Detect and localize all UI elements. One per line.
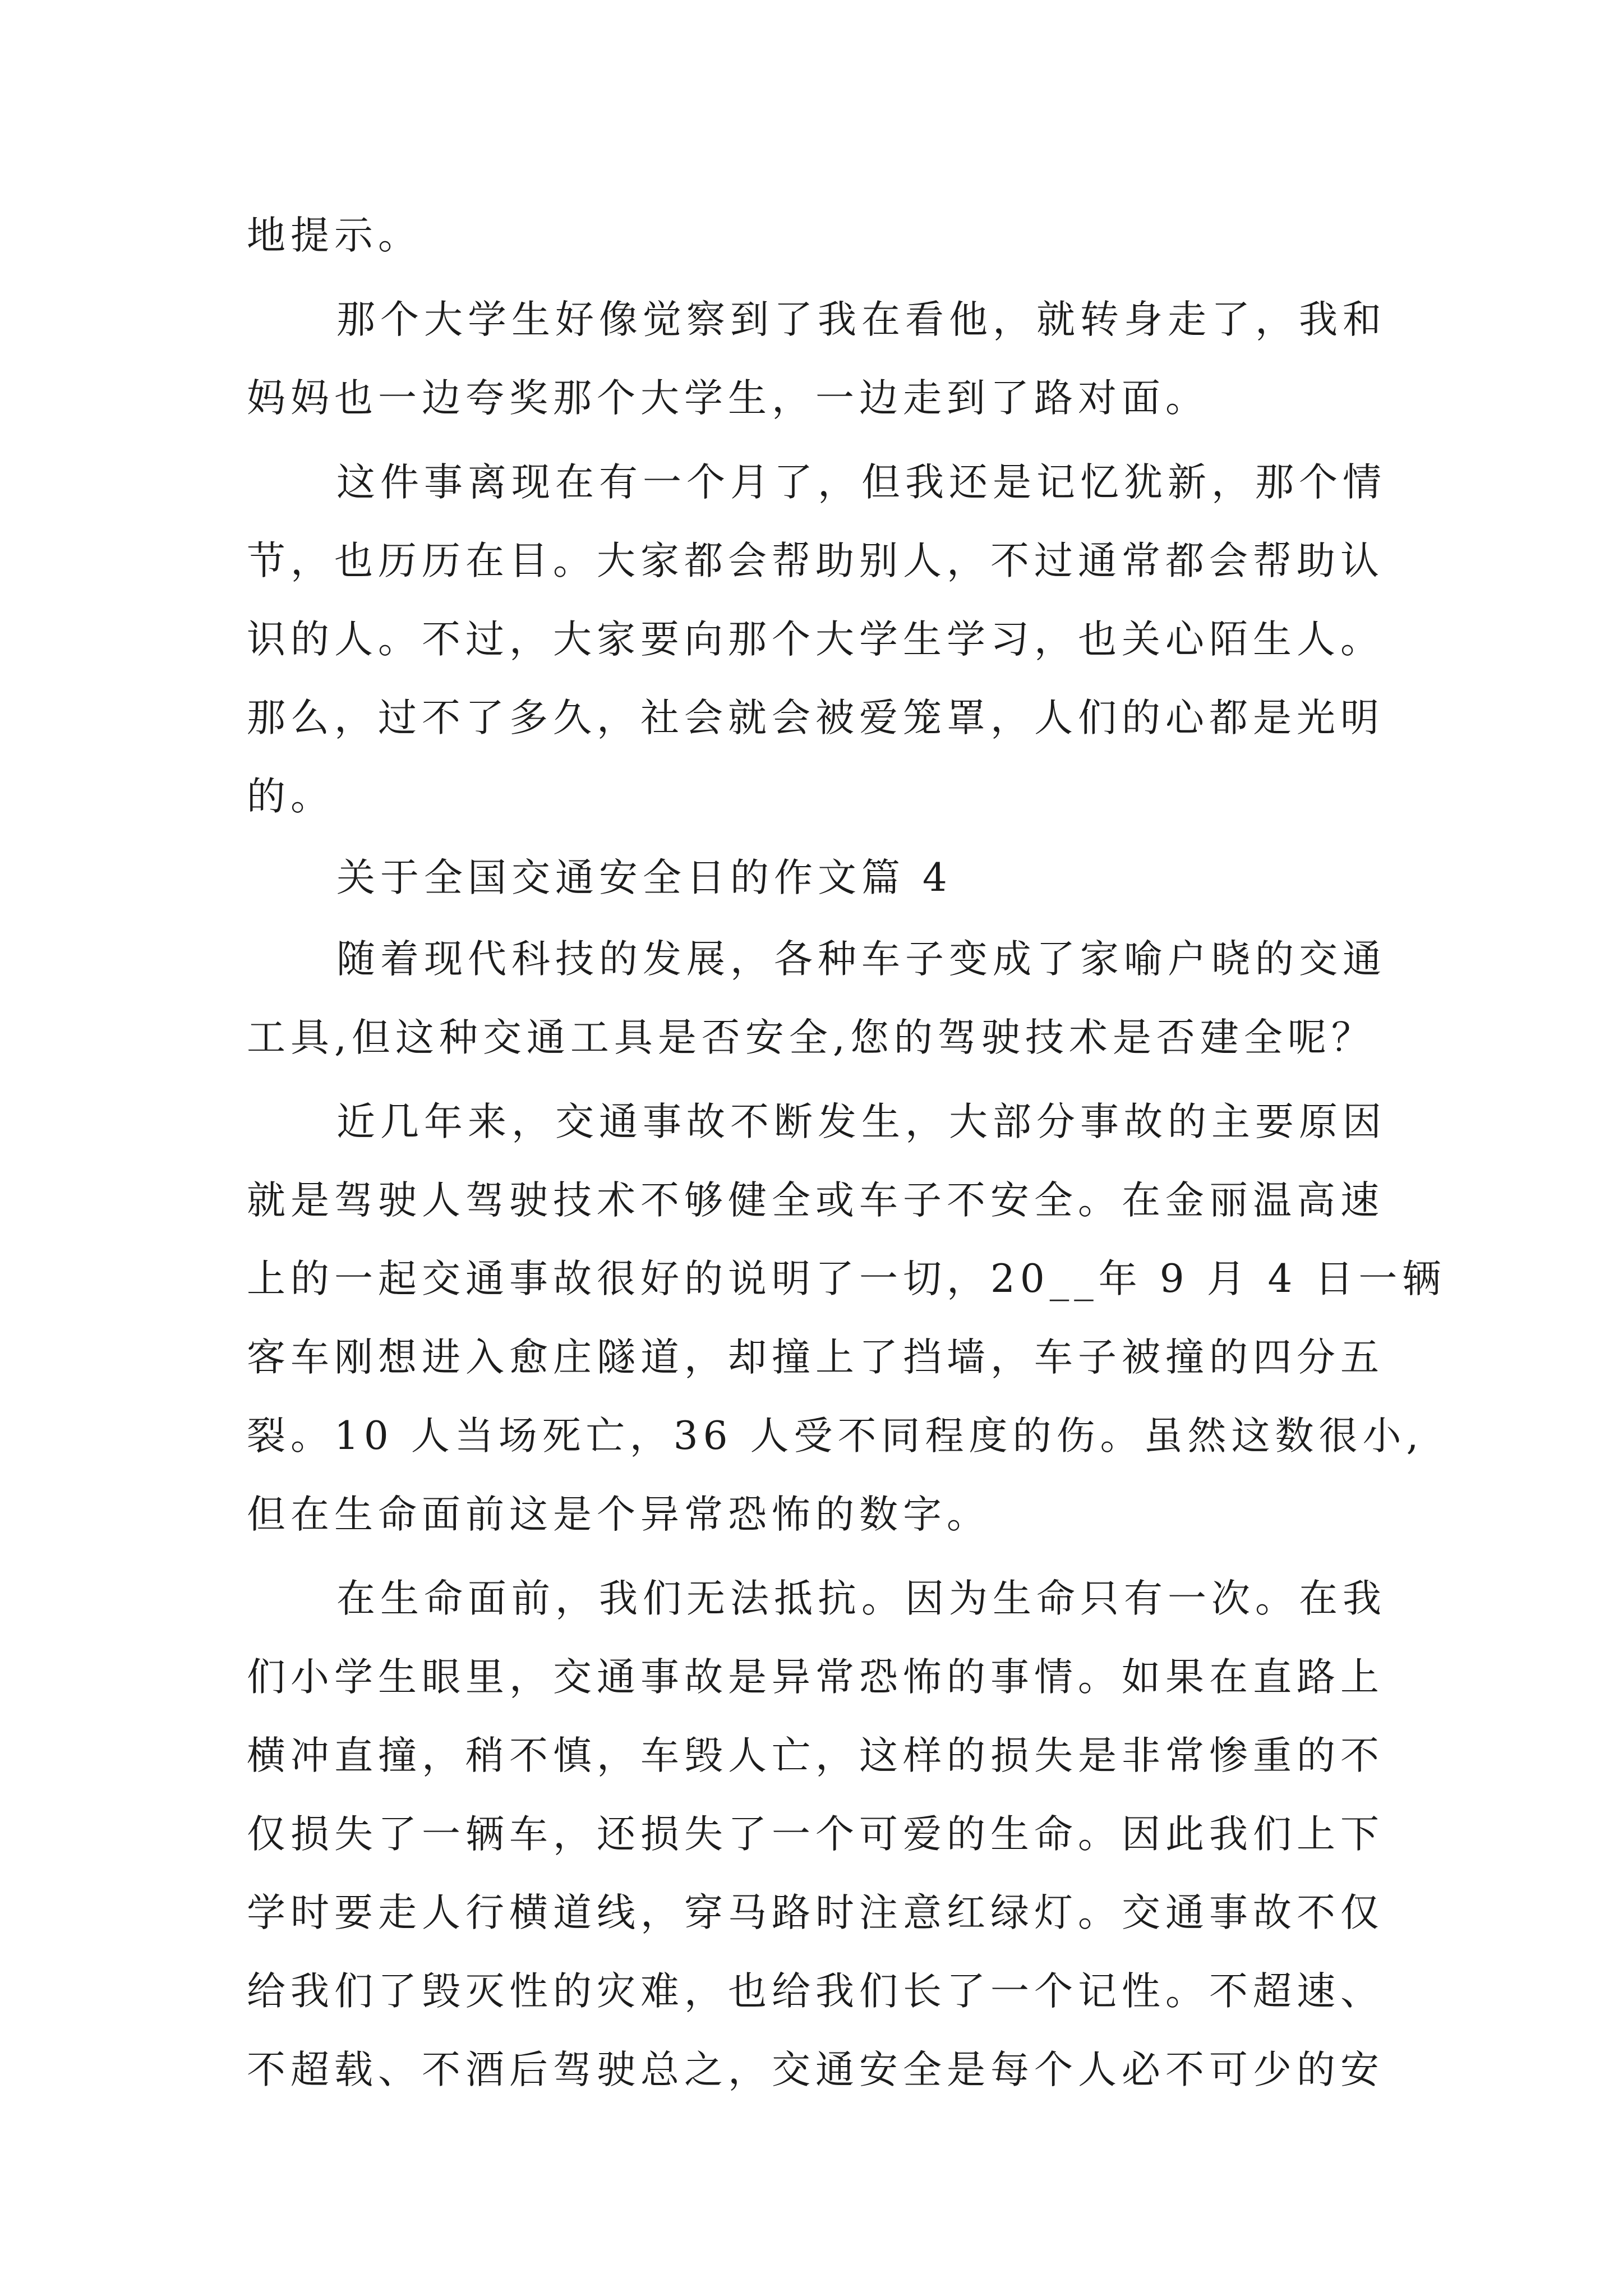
text-line: 不超载、不酒后驾驶总之，交通安全是每个人必不可少的安 <box>247 2047 1384 2092</box>
paragraph-start-line: 近几年来，交通事故不断发生，大部分事故的主要原因 <box>336 1099 1386 1144</box>
text-line: 那么，过不了多久，社会就会被爱笼罩，人们的心都是光明 <box>247 696 1384 740</box>
text-line: 识的人。不过，大家要向那个大学生学习，也关心陌生人。 <box>247 617 1384 662</box>
text-line: 裂。10 人当场死亡，36 人受不同程度的伤。虽然这数很小, <box>247 1414 1424 1458</box>
paragraph-start-line: 这件事离现在有一个月了，但我还是记忆犹新，那个情 <box>336 460 1386 505</box>
text-line: 地提示。 <box>247 213 422 258</box>
paragraph-start-line: 在生命面前，我们无法抵抗。因为生命只有一次。在我 <box>336 1576 1386 1621</box>
text-line: 就是驾驶人驾驶技术不够健全或车子不安全。在金丽温高速 <box>247 1178 1384 1223</box>
text-line: 仅损失了一辆车，还损失了一个可爱的生命。因此我们上下 <box>247 1812 1384 1857</box>
text-line: 工具,但这种交通工具是否安全,您的驾驶技术是否建全呢？ <box>247 1015 1375 1060</box>
paragraph-start-line: 那个大学生好像觉察到了我在看他，就转身走了，我和 <box>336 297 1386 342</box>
text-line: 节，也历历在目。大家都会帮助别人，不过通常都会帮助认 <box>247 539 1384 583</box>
text-line: 客车刚想进入愈庄隧道，却撞上了挡墙，车子被撞的四分五 <box>247 1335 1384 1380</box>
text-line: 学时要走人行横道线，穿马路时注意红绿灯。交通事故不仅 <box>247 1890 1384 1935</box>
text-line: 上的一起交通事故很好的说明了一切，20__年 9 月 4 日一辆 <box>247 1257 1446 1301</box>
text-line: 但在生命面前这是个异常恐怖的数字。 <box>247 1492 990 1537</box>
text-line: 们小学生眼里，交通事故是异常恐怖的事情。如果在直路上 <box>247 1655 1384 1700</box>
paragraph-start-line: 随着现代科技的发展，各种车子变成了家喻户晓的交通 <box>336 937 1386 982</box>
section-heading: 关于全国交通安全日的作文篇 4 <box>336 855 952 900</box>
text-line: 的。 <box>247 774 334 819</box>
text-line: 横冲直撞，稍不慎，车毁人亡，这样的损失是非常惨重的不 <box>247 1733 1384 1778</box>
text-line: 给我们了毁灭性的灾难，也给我们长了一个记性。不超速、 <box>247 1969 1384 2014</box>
text-line: 妈妈也一边夸奖那个大学生，一边走到了路对面。 <box>247 376 1209 421</box>
